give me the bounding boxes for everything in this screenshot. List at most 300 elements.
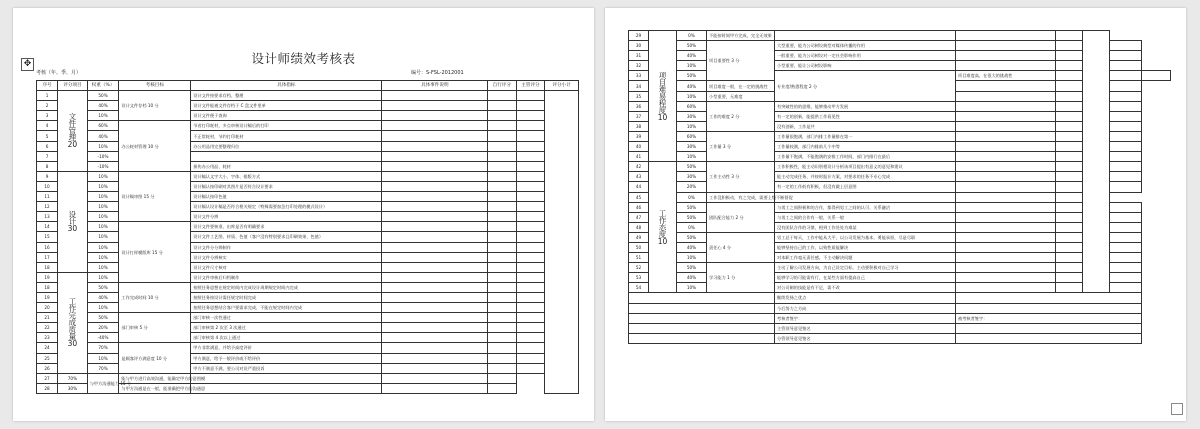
row-indicator: 没有团队合作的习惯，相到工作处处为难某 xyxy=(775,222,956,232)
row-event-input[interactable] xyxy=(382,282,488,292)
row-target: 工作完成时间 10 分 xyxy=(119,282,191,312)
row-manager-score-input[interactable] xyxy=(1110,101,1142,111)
row-indicator: 设计稿认按印色值 xyxy=(191,192,382,202)
row-self-score-input[interactable] xyxy=(1056,263,1083,273)
row-manager-score-input[interactable] xyxy=(516,91,545,101)
row-event-input[interactable] xyxy=(956,172,1056,182)
item-group-char: 易 xyxy=(658,91,667,101)
row-self-score-input[interactable] xyxy=(1056,212,1083,222)
row-index: 2 xyxy=(37,101,58,111)
improvement-label-input[interactable] xyxy=(956,303,1142,313)
document-title: 设计师绩效考核表 xyxy=(251,51,356,66)
row-manager-score-input[interactable] xyxy=(516,252,545,262)
row-index: 28 xyxy=(37,383,58,393)
row-event-input[interactable] xyxy=(382,202,488,212)
period-label: 考核（年、季、月） xyxy=(36,70,82,76)
row-self-score-input[interactable] xyxy=(1056,121,1083,131)
row-target: 是顾客评方满意度 10 分 xyxy=(119,343,191,373)
row-event-input[interactable] xyxy=(382,333,488,343)
row-event-input[interactable] xyxy=(382,101,488,111)
row-index: 42 xyxy=(629,162,649,172)
row-event-input[interactable] xyxy=(956,162,1056,172)
table-row xyxy=(37,303,579,313)
header-indicator: 具体指标 xyxy=(191,81,382,91)
row-manager-score-input[interactable] xyxy=(516,121,545,131)
row-event-input[interactable] xyxy=(956,131,1056,141)
row-weight: 40% xyxy=(677,51,707,61)
row-weight: 20% xyxy=(677,182,707,192)
row-self-score-input[interactable] xyxy=(1056,172,1083,182)
row-weight: 40% xyxy=(677,273,707,283)
row-self-score-input[interactable] xyxy=(488,111,517,121)
row-index: 30 xyxy=(629,41,649,51)
row-manager-score-input[interactable] xyxy=(516,181,545,191)
improvement-label-spacer xyxy=(629,303,775,313)
item-group-char: 作 xyxy=(68,304,77,314)
row-event-input[interactable] xyxy=(382,161,488,171)
row-weight: 10% xyxy=(677,121,707,131)
row-weight: 50% xyxy=(677,212,707,222)
row-self-score-input[interactable] xyxy=(1056,152,1083,162)
row-manager-score-input[interactable] xyxy=(1110,41,1142,51)
row-event-input[interactable] xyxy=(382,192,488,202)
row-self-score-input[interactable] xyxy=(488,192,517,202)
row-self-score-input[interactable] xyxy=(488,353,517,363)
row-self-score-input[interactable] xyxy=(488,141,517,151)
row-index: 49 xyxy=(629,232,649,242)
row-weight: 10% xyxy=(87,262,119,272)
row-event-input[interactable] xyxy=(775,31,956,41)
row-event-input[interactable] xyxy=(956,253,1056,263)
table-row xyxy=(37,232,579,242)
row-self-score-input[interactable] xyxy=(488,252,517,262)
row-self-score-input[interactable] xyxy=(382,373,488,383)
row-index: 20 xyxy=(37,303,58,313)
row-self-score-input[interactable] xyxy=(488,303,517,313)
item-group-char: 质 xyxy=(68,325,77,335)
row-event-input[interactable] xyxy=(382,181,488,191)
row-event-input[interactable] xyxy=(956,101,1056,111)
code-label: 编号：S-FSL-2012001 xyxy=(411,70,464,76)
row-manager-score-input[interactable] xyxy=(1110,222,1142,232)
division-opinion-label: 分管领导意见签名 xyxy=(775,333,956,343)
row-self-score-input[interactable] xyxy=(1056,111,1083,121)
header-index: 序号 xyxy=(37,81,58,91)
row-manager-score-input[interactable] xyxy=(516,353,545,363)
row-index: 19 xyxy=(37,272,58,282)
row-indicator: 甲方满意，给予一般评价或不给评价 xyxy=(191,353,382,363)
reviewer-sign-label-input[interactable] xyxy=(956,313,1142,323)
evaluee-sign-label: 被考核者签字： xyxy=(958,315,988,321)
row-event-input[interactable] xyxy=(775,192,956,202)
row-manager-score-input[interactable] xyxy=(516,131,545,141)
row-event-input[interactable] xyxy=(382,313,488,323)
row-event-input[interactable] xyxy=(956,152,1056,162)
row-manager-score-input[interactable] xyxy=(516,282,545,292)
row-self-score-input[interactable] xyxy=(1056,61,1083,71)
row-event-input[interactable] xyxy=(956,142,1056,152)
row-self-score-input[interactable] xyxy=(956,192,1056,202)
row-manager-score-input[interactable] xyxy=(516,313,545,323)
row-manager-score-input[interactable] xyxy=(1056,192,1083,202)
row-event-input[interactable] xyxy=(382,353,488,363)
row-manager-score-input[interactable] xyxy=(516,262,545,272)
row-indicator: 设计文件工艺图，材质、色值（客户没有特别要求且印刷效果、色值） xyxy=(191,232,382,242)
row-target: 项目重要性 3 分 xyxy=(707,41,775,81)
row-self-score-input[interactable] xyxy=(488,131,517,141)
row-event-input[interactable] xyxy=(956,263,1056,273)
row-event-input[interactable] xyxy=(956,61,1056,71)
row-self-score-input[interactable] xyxy=(488,262,517,272)
row-event-input[interactable] xyxy=(382,131,488,141)
row-indicator: 不正常耗材，节约打印耗材 xyxy=(191,131,382,141)
row-manager-score-input[interactable] xyxy=(1110,283,1142,293)
item-group-char: 设 xyxy=(68,210,77,220)
row-weight: 10% xyxy=(87,222,119,232)
row-manager-score-input[interactable] xyxy=(516,151,545,161)
row-self-score-input[interactable] xyxy=(1056,232,1083,242)
row-self-score-input[interactable] xyxy=(1056,41,1083,51)
row-manager-score-input[interactable] xyxy=(516,232,545,242)
row-index: 21 xyxy=(37,313,58,323)
row-weight: 10% xyxy=(87,232,119,242)
row-event-input[interactable] xyxy=(956,41,1056,51)
row-manager-score-input[interactable] xyxy=(516,161,545,171)
row-index: 38 xyxy=(629,121,649,131)
row-manager-score-input[interactable] xyxy=(488,383,517,393)
row-indicator: 一般重要，能为公司树设对一定社会影响作用 xyxy=(775,51,956,61)
row-event-input[interactable] xyxy=(956,81,1056,91)
row-manager-score-input[interactable] xyxy=(488,373,517,383)
row-manager-score-input[interactable] xyxy=(1110,263,1142,273)
row-index: 12 xyxy=(37,202,58,212)
table-row xyxy=(37,353,579,363)
row-weight: 0% xyxy=(677,222,707,232)
row-weight: 10% xyxy=(87,212,119,222)
row-self-score-input[interactable] xyxy=(488,202,517,212)
row-event-input[interactable] xyxy=(191,373,382,383)
strengths-label-input[interactable] xyxy=(956,293,1142,303)
row-weight: 50% xyxy=(677,202,707,212)
row-self-score-input[interactable] xyxy=(1056,242,1083,252)
row-manager-score-input[interactable] xyxy=(1110,253,1142,263)
row-event-input[interactable] xyxy=(956,182,1056,192)
item-group-char: 成 xyxy=(68,318,77,328)
row-self-score-input[interactable] xyxy=(488,232,517,242)
row-index: 19 xyxy=(37,292,58,302)
row-weight: 60% xyxy=(677,101,707,111)
row-self-score-input[interactable] xyxy=(956,31,1056,41)
row-manager-score-input[interactable] xyxy=(1110,182,1142,192)
row-manager-score-input[interactable] xyxy=(516,192,545,202)
row-index: 53 xyxy=(629,273,649,283)
item-group-char: 工 xyxy=(658,208,667,218)
division-opinion-label-input[interactable] xyxy=(956,333,1142,343)
row-index: 32 xyxy=(629,61,649,71)
row-self-score-input[interactable] xyxy=(382,383,488,393)
row-event-input[interactable] xyxy=(382,303,488,313)
row-index: 39 xyxy=(629,131,649,141)
row-self-score-input[interactable] xyxy=(488,363,517,373)
row-target: 团队配合能力 2 分 xyxy=(707,202,775,232)
row-self-score-input[interactable] xyxy=(488,343,517,353)
row-event-input[interactable] xyxy=(382,252,488,262)
table-move-handle-icon[interactable]: ✥ xyxy=(21,58,34,71)
row-weight: 50% xyxy=(87,282,119,292)
row-event-input[interactable] xyxy=(382,262,488,272)
row-manager-score-input[interactable] xyxy=(516,141,545,151)
item-group-char: 文 xyxy=(68,112,77,122)
row-index: 37 xyxy=(629,111,649,121)
row-indicator: 能够学习的可能需有行，在某些方面有提高自己 xyxy=(775,273,956,283)
row-event-input[interactable] xyxy=(382,111,488,121)
header-target: 考核目标 xyxy=(119,81,191,91)
row-manager-score-input[interactable] xyxy=(516,343,545,353)
row-event-input[interactable] xyxy=(382,272,488,282)
row-index: 34 xyxy=(629,81,649,91)
row-indicator: 有一定的创新，能提供工作看见性 xyxy=(775,111,956,121)
row-indicator: 小型重要，无难度 xyxy=(707,91,775,101)
row-target: 设计文件存档 10 分 xyxy=(119,91,191,121)
row-event-input[interactable] xyxy=(382,323,488,333)
row-self-score-input[interactable] xyxy=(1110,71,1142,81)
row-manager-score-input[interactable] xyxy=(1110,61,1142,71)
row-self-score-input[interactable] xyxy=(488,121,517,131)
row-index: 9 xyxy=(37,171,58,181)
row-manager-score-input[interactable] xyxy=(1110,162,1142,172)
row-event-input[interactable] xyxy=(382,151,488,161)
row-self-score-input[interactable] xyxy=(488,181,517,191)
row-event-input[interactable] xyxy=(956,202,1056,212)
table-row xyxy=(629,323,1171,333)
row-index: 15 xyxy=(37,232,58,242)
row-weight: 10% xyxy=(677,253,707,263)
row-manager-score-input[interactable] xyxy=(516,202,545,212)
row-event-input[interactable] xyxy=(956,121,1056,131)
row-weight: 40% xyxy=(87,131,119,141)
header-weight: 权重（%） xyxy=(87,81,119,91)
row-manager-score-input[interactable] xyxy=(1110,172,1142,182)
row-index: 5 xyxy=(37,131,58,141)
manager-opinion-label-input[interactable] xyxy=(956,323,1142,333)
row-event-input[interactable] xyxy=(382,121,488,131)
row-manager-score-input[interactable] xyxy=(1110,242,1142,252)
row-self-score-input[interactable] xyxy=(1056,283,1083,293)
row-self-score-input[interactable] xyxy=(488,323,517,333)
row-weight: 10% xyxy=(677,152,707,162)
row-indicator: 设计文件按要求存档、整理 xyxy=(191,91,382,101)
row-event-input[interactable] xyxy=(382,292,488,302)
item-group-char: 30 xyxy=(67,224,78,234)
table-row xyxy=(37,363,579,373)
row-weight: 40% xyxy=(87,292,119,302)
row-target: 工作主动性 3 分 xyxy=(707,162,775,192)
row-manager-score-input[interactable] xyxy=(516,303,545,313)
row-self-score-input[interactable] xyxy=(1056,101,1083,111)
row-self-score-input[interactable] xyxy=(1056,131,1083,141)
row-index: 23 xyxy=(37,333,58,343)
row-index: 26 xyxy=(37,363,58,373)
row-weight: 10% xyxy=(87,272,119,282)
row-manager-score-input[interactable] xyxy=(1110,121,1142,131)
row-self-score-input[interactable] xyxy=(1056,253,1083,263)
page-corner-box xyxy=(1171,403,1183,415)
row-self-score-input[interactable] xyxy=(488,171,517,181)
row-event-input[interactable] xyxy=(382,212,488,222)
subtotal-cell[interactable] xyxy=(545,91,579,394)
row-event-input[interactable] xyxy=(191,383,382,393)
row-indicator: 设计稿认按印刷对其图片是否符合设计要求 xyxy=(191,181,382,191)
row-indicator: 与男工之间的合作有一般，关系一般 xyxy=(775,212,956,222)
row-indicator: 设计文件分分辨制作 xyxy=(191,242,382,252)
row-manager-score-input[interactable] xyxy=(1110,273,1142,283)
row-event-input[interactable] xyxy=(382,232,488,242)
row-event-input[interactable] xyxy=(382,141,488,151)
row-event-input[interactable] xyxy=(382,363,488,373)
row-index: 18 xyxy=(37,262,58,272)
row-self-score-input[interactable] xyxy=(488,101,517,111)
row-event-input[interactable] xyxy=(382,343,488,353)
row-self-score-input[interactable] xyxy=(488,161,517,171)
row-event-input[interactable] xyxy=(956,111,1056,121)
item-group-char: 作 xyxy=(658,215,667,225)
row-manager-score-input[interactable] xyxy=(1110,51,1142,61)
row-self-score-input[interactable] xyxy=(1056,91,1083,101)
row-manager-score-input[interactable] xyxy=(516,272,545,282)
row-manager-score-input[interactable] xyxy=(1110,111,1142,121)
row-manager-score-input[interactable] xyxy=(1110,131,1142,141)
row-indicator: 对公司制的技能是有不足，需不改 xyxy=(775,283,956,293)
row-manager-score-input[interactable] xyxy=(1110,202,1142,212)
row-manager-score-input[interactable] xyxy=(516,363,545,373)
row-event-input[interactable] xyxy=(956,91,1056,101)
row-manager-score-input[interactable] xyxy=(516,242,545,252)
row-event-input[interactable] xyxy=(956,283,1056,293)
row-manager-score-input[interactable] xyxy=(1110,91,1142,101)
item-group xyxy=(58,272,88,373)
table-row xyxy=(629,293,1171,303)
row-event-input[interactable] xyxy=(382,171,488,181)
row-weight: 30% xyxy=(58,383,88,393)
row-manager-score-input[interactable] xyxy=(516,333,545,343)
row-index: 46 xyxy=(629,202,649,212)
row-weight: 50% xyxy=(677,41,707,51)
row-index: 16 xyxy=(37,242,58,252)
row-manager-score-input[interactable] xyxy=(1142,71,1171,81)
row-event-input[interactable] xyxy=(956,51,1056,61)
row-manager-score-input[interactable] xyxy=(516,111,545,121)
row-self-score-input[interactable] xyxy=(1056,222,1083,232)
improvement-label: 今后努力之方向 xyxy=(775,303,956,313)
item-group-char: 度 xyxy=(658,229,667,239)
row-self-score-input[interactable] xyxy=(1056,162,1083,172)
row-event-input[interactable] xyxy=(382,91,488,101)
row-self-score-input[interactable] xyxy=(488,282,517,292)
row-event-input[interactable] xyxy=(956,273,1056,283)
row-self-score-input[interactable] xyxy=(1056,51,1083,61)
row-self-score-input[interactable] xyxy=(488,212,517,222)
row-self-score-input[interactable] xyxy=(488,292,517,302)
subtotal-cell[interactable] xyxy=(1083,31,1110,293)
row-manager-score-input[interactable] xyxy=(516,292,545,302)
row-event-input[interactable] xyxy=(382,242,488,252)
row-index: 14 xyxy=(37,222,58,232)
row-indicator: 项目难度高，在很大的挑战性 xyxy=(956,71,1056,81)
row-index: 1 xyxy=(37,91,58,101)
row-target: 责任心 4 分 xyxy=(707,232,775,262)
row-self-score-input[interactable] xyxy=(488,272,517,282)
table-row xyxy=(37,141,579,151)
row-self-score-input[interactable] xyxy=(488,313,517,323)
header-event: 具体事件说明 xyxy=(382,81,488,91)
row-self-score-input[interactable] xyxy=(1056,81,1083,91)
row-indicator: 设计稿认文字大小、字体、排版方式 xyxy=(191,171,382,181)
row-self-score-input[interactable] xyxy=(488,91,517,101)
row-manager-score-input[interactable] xyxy=(516,171,545,181)
row-indicator: 损伤办公用品、耗材 xyxy=(191,161,382,171)
table-row xyxy=(37,333,579,343)
table-row xyxy=(37,101,579,111)
row-self-score-input[interactable] xyxy=(488,222,517,232)
table-row xyxy=(37,222,579,232)
item-group-char: 10 xyxy=(657,112,668,122)
row-index: 11 xyxy=(37,192,58,202)
row-manager-score-input[interactable] xyxy=(1110,232,1142,242)
row-event-input[interactable] xyxy=(1056,71,1083,81)
row-indicator: 没有创新，工作是共 xyxy=(775,121,956,131)
row-manager-score-input[interactable] xyxy=(1110,152,1142,162)
row-event-input[interactable] xyxy=(956,232,1056,242)
row-weight: 30% xyxy=(677,111,707,121)
row-indicator: 工作量不饱满，不能饱满的安排工作时间，部门内排行在最后 xyxy=(775,152,956,162)
item-group xyxy=(649,31,677,162)
table-row xyxy=(37,313,579,323)
row-self-score-input[interactable] xyxy=(1056,273,1083,283)
table-row xyxy=(37,292,579,302)
table-row xyxy=(37,192,579,202)
row-index: 41 xyxy=(629,152,649,162)
row-indicator: 设计文件能被文件存档于 C 盘文件里单 xyxy=(191,101,382,111)
row-self-score-input[interactable] xyxy=(1056,202,1083,212)
row-self-score-input[interactable] xyxy=(1056,142,1083,152)
item-group xyxy=(58,171,88,272)
row-event-input[interactable] xyxy=(382,222,488,232)
row-index: 47 xyxy=(629,212,649,222)
row-manager-score-input[interactable] xyxy=(516,323,545,333)
row-manager-score-input[interactable] xyxy=(1056,31,1083,41)
row-self-score-input[interactable] xyxy=(488,151,517,161)
row-manager-score-input[interactable] xyxy=(1110,81,1142,91)
row-self-score-input[interactable] xyxy=(1056,182,1083,192)
row-event-input[interactable] xyxy=(956,222,1056,232)
row-indicator: 按照任务思想在规定时间内完成设计周期规定时间内完成 xyxy=(191,282,382,292)
row-manager-score-input[interactable] xyxy=(1110,212,1142,222)
row-self-score-input[interactable] xyxy=(488,333,517,343)
row-manager-score-input[interactable] xyxy=(516,212,545,222)
row-event-input[interactable] xyxy=(956,212,1056,222)
row-event-input[interactable] xyxy=(956,242,1056,252)
row-index: 24 xyxy=(37,343,58,353)
row-self-score-input[interactable] xyxy=(488,242,517,252)
row-weight: 10% xyxy=(87,242,119,252)
row-manager-score-input[interactable] xyxy=(516,101,545,111)
row-target: 学习能力 1 分 xyxy=(707,263,775,293)
row-manager-score-input[interactable] xyxy=(516,222,545,232)
table-row xyxy=(37,262,579,272)
row-manager-score-input[interactable] xyxy=(1110,142,1142,152)
row-indicator: 节省打印耗材，多点审核设计稿后的打印 xyxy=(191,121,382,131)
row-index: 17 xyxy=(37,252,58,262)
